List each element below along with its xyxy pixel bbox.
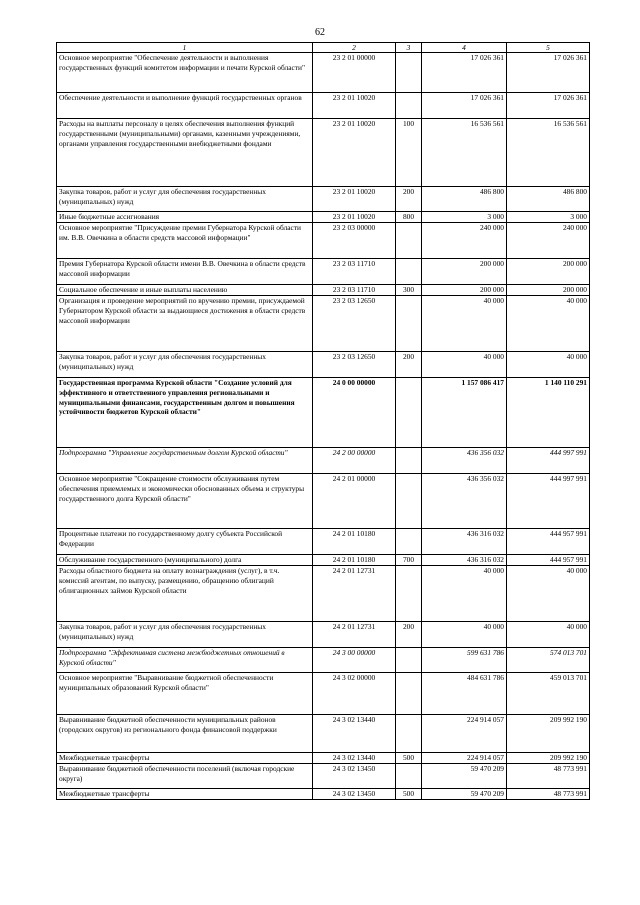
cell-amount-4: 200 000 bbox=[422, 259, 507, 285]
cell-amount-5: 574 013 701 bbox=[507, 648, 590, 673]
table-body bbox=[57, 53, 590, 800]
cell-name: Выравнивание бюджетной обеспеченности поселений (включая городские округа) bbox=[57, 764, 313, 789]
cell-name: Межбюджетные трансферты bbox=[57, 789, 313, 800]
table-row bbox=[57, 93, 590, 119]
cell-expense-type: 300 bbox=[396, 285, 422, 296]
cell-code: 24 3 02 13450 bbox=[313, 764, 396, 789]
cell-expense-type bbox=[396, 529, 422, 555]
cell-amount-5: 48 773 991 bbox=[507, 764, 590, 789]
table-row bbox=[57, 212, 590, 223]
cell-expense-type: 500 bbox=[396, 753, 422, 764]
cell-name: Иные бюджетные ассигнования bbox=[57, 212, 313, 223]
cell-amount-5: 40 000 bbox=[507, 622, 590, 648]
cell-expense-type bbox=[396, 223, 422, 259]
cell-name: Процентные платежи по государственному долгу субъекта Российской Федерации bbox=[57, 529, 313, 555]
table-row bbox=[57, 119, 590, 187]
cell-amount-4: 40 000 bbox=[422, 622, 507, 648]
cell-code: 23 2 03 12650 bbox=[313, 352, 396, 378]
cell-expense-type: 500 bbox=[396, 789, 422, 800]
cell-code: 23 2 01 10020 bbox=[313, 119, 396, 187]
cell-amount-4: 486 800 bbox=[422, 187, 507, 212]
cell-name: Подпрограмма "Управление государственным долгом Курской области" bbox=[57, 448, 313, 474]
cell-amount-5: 40 000 bbox=[507, 352, 590, 378]
cell-amount-4: 1 157 086 417 bbox=[422, 378, 507, 448]
table-row bbox=[57, 555, 590, 566]
cell-name: Подпрограмма "Эффективная система межбюджетных отношений в Курской области" bbox=[57, 648, 313, 673]
cell-amount-5: 40 000 bbox=[507, 296, 590, 352]
cell-name: Расходы областного бюджета на оплату вознаграждения (услуг), в т.ч. комиссий агентам, по выпуску, размещению, обращению облигаций облигационных займов Курской области bbox=[57, 566, 313, 622]
table-row bbox=[57, 448, 590, 474]
cell-code: 23 2 03 11710 bbox=[313, 259, 396, 285]
cell-expense-type bbox=[396, 378, 422, 448]
cell-code: 24 0 00 00000 bbox=[313, 378, 396, 448]
cell-name: Межбюджетные трансферты bbox=[57, 753, 313, 764]
cell-name: Премия Губернатора Курской области имени В.В. Овечкина в области средств массовой информации bbox=[57, 259, 313, 285]
table-row bbox=[57, 223, 590, 259]
cell-expense-type: 200 bbox=[396, 622, 422, 648]
cell-code: 23 2 01 10020 bbox=[313, 187, 396, 212]
cell-expense-type: 800 bbox=[396, 212, 422, 223]
cell-amount-5: 16 536 561 bbox=[507, 119, 590, 187]
cell-code: 24 3 00 00000 bbox=[313, 648, 396, 673]
cell-amount-5: 209 992 190 bbox=[507, 715, 590, 753]
cell-code: 24 2 01 12731 bbox=[313, 566, 396, 622]
cell-name: Социальное обеспечение и иные выплаты населению bbox=[57, 285, 313, 296]
table-row bbox=[57, 715, 590, 753]
table-row bbox=[57, 789, 590, 800]
cell-name: Закупка товаров, работ и услуг для обеспечения государственных (муниципальных) нужд bbox=[57, 352, 313, 378]
cell-amount-5: 17 026 361 bbox=[507, 53, 590, 93]
cell-name: Основное мероприятие "Сокращение стоимости обслуживания путем обеспечения приемлемых и экономически обоснованных объема и структуры государственного долга Курской области" bbox=[57, 474, 313, 529]
cell-expense-type: 200 bbox=[396, 352, 422, 378]
cell-name: Основное мероприятие "Выравнивание бюджетной обеспеченности муниципальных образований Курской области" bbox=[57, 673, 313, 715]
column-header-1: 1 bbox=[57, 43, 313, 53]
cell-amount-4: 484 631 786 bbox=[422, 673, 507, 715]
cell-expense-type: 700 bbox=[396, 555, 422, 566]
table-row bbox=[57, 648, 590, 673]
table-row bbox=[57, 296, 590, 352]
cell-amount-4: 436 356 032 bbox=[422, 448, 507, 474]
cell-expense-type bbox=[396, 296, 422, 352]
cell-code: 23 2 03 12650 bbox=[313, 296, 396, 352]
cell-amount-5: 1 140 110 291 bbox=[507, 378, 590, 448]
cell-amount-5: 444 957 991 bbox=[507, 529, 590, 555]
cell-amount-4: 3 000 bbox=[422, 212, 507, 223]
cell-amount-5: 200 000 bbox=[507, 259, 590, 285]
cell-name: Выравнивание бюджетной обеспеченности муниципальных районов (городских округов) из регионального фонда финансовой поддержки bbox=[57, 715, 313, 753]
budget-table bbox=[56, 42, 590, 800]
column-header-3: 3 bbox=[396, 43, 422, 53]
cell-amount-4: 59 470 209 bbox=[422, 789, 507, 800]
table-row bbox=[57, 352, 590, 378]
cell-code: 23 2 01 00000 bbox=[313, 53, 396, 93]
table-row bbox=[57, 474, 590, 529]
cell-amount-4: 240 000 bbox=[422, 223, 507, 259]
table-row bbox=[57, 259, 590, 285]
cell-amount-5: 48 773 991 bbox=[507, 789, 590, 800]
cell-amount-5: 3 000 bbox=[507, 212, 590, 223]
cell-name: Закупка товаров, работ и услуг для обеспечения государственных (муниципальных) нужд bbox=[57, 187, 313, 212]
cell-amount-4: 436 316 032 bbox=[422, 529, 507, 555]
cell-name: Государственная программа Курской области "Создание условий для эффективного и ответственного управления региональными и муниципальными финансами, государственным долгом и повышения устойчивости бюджетов Курской области" bbox=[57, 378, 313, 448]
table-row bbox=[57, 622, 590, 648]
cell-expense-type bbox=[396, 764, 422, 789]
cell-code: 24 2 00 00000 bbox=[313, 448, 396, 474]
cell-expense-type bbox=[396, 474, 422, 529]
cell-code: 24 2 01 10180 bbox=[313, 555, 396, 566]
cell-amount-4: 224 914 057 bbox=[422, 715, 507, 753]
cell-code: 23 2 01 10020 bbox=[313, 212, 396, 223]
cell-code: 24 2 01 10180 bbox=[313, 529, 396, 555]
column-header-4: 4 bbox=[422, 43, 507, 53]
cell-code: 24 3 02 00000 bbox=[313, 673, 396, 715]
cell-code: 23 2 03 11710 bbox=[313, 285, 396, 296]
cell-amount-4: 436 316 032 bbox=[422, 555, 507, 566]
cell-code: 24 2 01 12731 bbox=[313, 622, 396, 648]
cell-amount-5: 444 997 991 bbox=[507, 448, 590, 474]
cell-amount-4: 40 000 bbox=[422, 352, 507, 378]
cell-expense-type: 100 bbox=[396, 119, 422, 187]
cell-amount-4: 436 356 032 bbox=[422, 474, 507, 529]
cell-amount-5: 209 992 190 bbox=[507, 753, 590, 764]
table-row bbox=[57, 673, 590, 715]
cell-amount-4: 224 914 057 bbox=[422, 753, 507, 764]
cell-expense-type bbox=[396, 53, 422, 93]
cell-code: 23 2 03 00000 bbox=[313, 223, 396, 259]
cell-amount-4: 599 631 786 bbox=[422, 648, 507, 673]
column-header-5: 5 bbox=[507, 43, 590, 53]
cell-expense-type bbox=[396, 448, 422, 474]
cell-expense-type bbox=[396, 259, 422, 285]
cell-amount-5: 200 000 bbox=[507, 285, 590, 296]
cell-code: 24 3 02 13440 bbox=[313, 715, 396, 753]
cell-name: Основное мероприятие "Присуждение премии Губернатора Курской области им. В.В. Овечкина в области средств массовой информации" bbox=[57, 223, 313, 259]
cell-code: 24 3 02 13440 bbox=[313, 753, 396, 764]
cell-amount-5: 240 000 bbox=[507, 223, 590, 259]
cell-amount-5: 17 026 361 bbox=[507, 93, 590, 119]
column-header-2: 2 bbox=[313, 43, 396, 53]
cell-amount-4: 59 470 209 bbox=[422, 764, 507, 789]
cell-amount-5: 444 997 991 bbox=[507, 474, 590, 529]
table-header-row bbox=[57, 43, 590, 53]
cell-amount-5: 40 000 bbox=[507, 566, 590, 622]
table-row bbox=[57, 753, 590, 764]
cell-expense-type bbox=[396, 648, 422, 673]
cell-code: 23 2 01 10020 bbox=[313, 93, 396, 119]
cell-amount-4: 40 000 bbox=[422, 296, 507, 352]
cell-name: Закупка товаров, работ и услуг для обеспечения государственных (муниципальных) нужд bbox=[57, 622, 313, 648]
table-row bbox=[57, 529, 590, 555]
cell-expense-type: 200 bbox=[396, 187, 422, 212]
table-row bbox=[57, 378, 590, 448]
cell-name: Расходы на выплаты персоналу в целях обеспечения выполнения функций государственными (муниципальными) органами, казенными учреждениями, органами управления государственными внебюджетными фондами bbox=[57, 119, 313, 187]
cell-amount-5: 444 957 991 bbox=[507, 555, 590, 566]
cell-amount-5: 486 800 bbox=[507, 187, 590, 212]
table-row bbox=[57, 566, 590, 622]
cell-expense-type bbox=[396, 715, 422, 753]
cell-amount-4: 16 536 561 bbox=[422, 119, 507, 187]
table-row bbox=[57, 764, 590, 789]
cell-amount-4: 40 000 bbox=[422, 566, 507, 622]
cell-amount-4: 17 026 361 bbox=[422, 93, 507, 119]
cell-name: Обеспечение деятельности и выполнение функций государственных органов bbox=[57, 93, 313, 119]
cell-amount-5: 459 013 701 bbox=[507, 673, 590, 715]
cell-amount-4: 200 000 bbox=[422, 285, 507, 296]
cell-name: Организация и проведение мероприятий по вручению премии, присуждаемой Губернатором Курской области за выдающиеся достижения в области средств массовой информации bbox=[57, 296, 313, 352]
table-row bbox=[57, 53, 590, 93]
cell-expense-type bbox=[396, 673, 422, 715]
cell-expense-type bbox=[396, 566, 422, 622]
page-number: 62 bbox=[315, 27, 325, 38]
cell-code: 24 2 01 00000 bbox=[313, 474, 396, 529]
cell-name: Основное мероприятие "Обеспечение деятельности и выполнения государственных функций комитетом информации и печати Курской области" bbox=[57, 53, 313, 93]
cell-code: 24 3 02 13450 bbox=[313, 789, 396, 800]
cell-expense-type bbox=[396, 93, 422, 119]
cell-amount-4: 17 026 361 bbox=[422, 53, 507, 93]
cell-name: Обслуживание государственного (муниципального) долга bbox=[57, 555, 313, 566]
table-row bbox=[57, 187, 590, 212]
table-row bbox=[57, 285, 590, 296]
